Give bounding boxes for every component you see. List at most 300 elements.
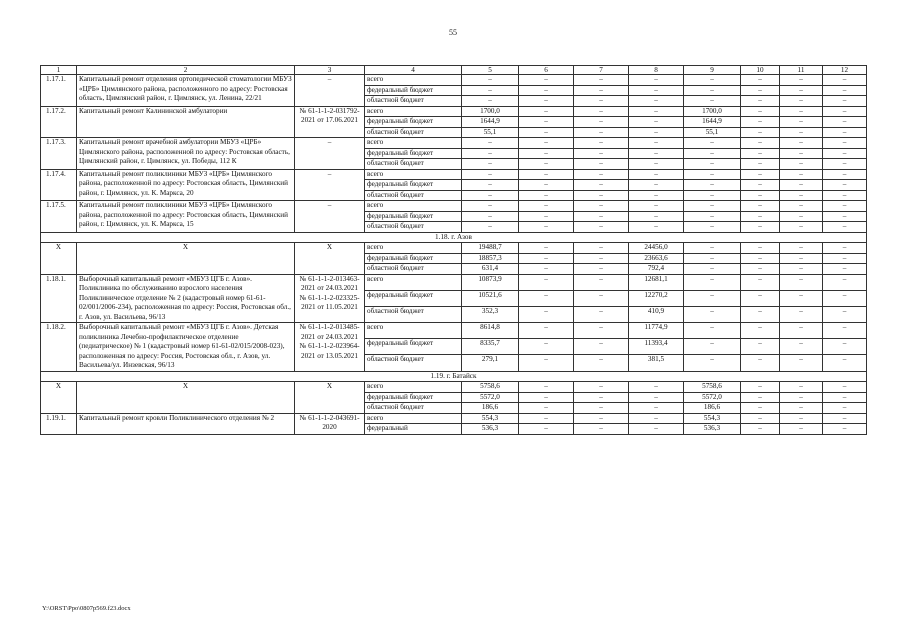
amount-cell: – [741, 211, 780, 222]
amount-cell: – [519, 392, 574, 403]
document-ref: – [295, 169, 365, 201]
budget-table [40, 65, 867, 435]
funding-source: федеральный бюджет [365, 117, 462, 128]
amount-cell: – [684, 253, 741, 264]
document-ref: № 61-1-1-2-031792-2021 от 17.06.2021 [295, 106, 365, 138]
amount-cell: – [823, 382, 867, 393]
amount-cell: – [780, 148, 823, 159]
amount-cell: – [780, 96, 823, 107]
amount-cell: – [823, 75, 867, 86]
amount-cell: – [574, 392, 629, 403]
amount-cell: – [780, 392, 823, 403]
item-number: 1.17.5. [41, 201, 77, 233]
amount-cell: – [462, 159, 519, 170]
amount-cell: 10521,6 [462, 290, 519, 306]
amount-cell: – [462, 148, 519, 159]
amount-cell: – [574, 274, 629, 290]
funding-source: областной бюджет [365, 96, 462, 107]
document-ref: № 61-1-1-2-013485-2021 от 24.03.2021 № 61-1-1-2-023964-2021 от 13.05.2021 [295, 323, 365, 372]
funding-source: всего [365, 201, 462, 212]
amount-cell: – [574, 169, 629, 180]
amount-cell: – [574, 382, 629, 393]
funding-source: федеральный бюджет [365, 253, 462, 264]
amount-cell: – [823, 290, 867, 306]
amount-cell: – [519, 148, 574, 159]
section-title: 1.19. г. Батайск [41, 371, 867, 382]
amount-cell: – [823, 413, 867, 424]
amount-cell: – [574, 243, 629, 254]
item-number: 1.17.4. [41, 169, 77, 201]
funding-source: областной бюджет [365, 159, 462, 170]
document-ref: № 61-1-1-2-043691-2020 [295, 413, 365, 434]
amount-cell: – [684, 96, 741, 107]
amount-cell: – [684, 339, 741, 355]
amount-cell: – [741, 243, 780, 254]
amount-cell: – [519, 382, 574, 393]
amount-cell: – [519, 106, 574, 117]
amount-cell: 554,3 [684, 413, 741, 424]
funding-source: федеральный [365, 424, 462, 435]
funding-source: всего [365, 138, 462, 149]
funding-source: всего [365, 75, 462, 86]
amount-cell: – [780, 323, 823, 339]
funding-source: федеральный бюджет [365, 211, 462, 222]
amount-cell: – [574, 323, 629, 339]
amount-cell: – [780, 85, 823, 96]
funding-source: всего [365, 274, 462, 290]
amount-cell: – [684, 180, 741, 191]
amount-cell: 186,6 [462, 403, 519, 414]
table-row [41, 382, 867, 393]
amount-cell: – [519, 138, 574, 149]
amount-cell: – [684, 138, 741, 149]
amount-cell: – [823, 424, 867, 435]
amount-cell: – [823, 127, 867, 138]
amount-cell: – [741, 96, 780, 107]
amount-cell: – [780, 138, 823, 149]
amount-cell: 12681,1 [629, 274, 684, 290]
amount-cell: 55,1 [462, 127, 519, 138]
column-number-row [41, 66, 867, 75]
amount-cell: – [519, 424, 574, 435]
amount-cell: – [684, 222, 741, 233]
amount-cell: – [741, 253, 780, 264]
amount-cell: – [519, 85, 574, 96]
amount-cell: 19488,7 [462, 243, 519, 254]
section-row [41, 232, 867, 243]
amount-cell: – [519, 169, 574, 180]
item-name: Капитальный ремонт поликлиники МБУЗ «ЦРБ» Цимлянского района, расположенной по адресу: Ростовская область, Цимлянский район, г. Цимлянск, ул. К. Маркса, 15 [77, 201, 295, 233]
amount-cell: – [780, 117, 823, 128]
column-number: 12 [823, 66, 867, 75]
amount-cell: 5758,6 [462, 382, 519, 393]
amount-cell: – [780, 274, 823, 290]
table-row [41, 323, 867, 339]
amount-cell: – [780, 211, 823, 222]
amount-cell: – [741, 117, 780, 128]
amount-cell: 5572,0 [462, 392, 519, 403]
column-number: 5 [462, 66, 519, 75]
amount-cell: – [780, 159, 823, 170]
column-number: 10 [741, 66, 780, 75]
item-name: Х [77, 243, 295, 275]
amount-cell: – [519, 222, 574, 233]
funding-source: федеральный бюджет [365, 290, 462, 306]
amount-cell: 1700,0 [462, 106, 519, 117]
amount-cell: – [780, 222, 823, 233]
amount-cell: 11393,4 [629, 339, 684, 355]
amount-cell: – [684, 243, 741, 254]
item-number: 1.17.1. [41, 75, 77, 107]
table-row [41, 274, 867, 290]
amount-cell: 279,1 [462, 355, 519, 371]
amount-cell: – [574, 106, 629, 117]
amount-cell: 410,9 [629, 306, 684, 322]
funding-source: областной бюджет [365, 264, 462, 275]
amount-cell: – [780, 306, 823, 322]
amount-cell: – [574, 290, 629, 306]
table-row [41, 75, 867, 86]
amount-cell: – [823, 138, 867, 149]
amount-cell: – [741, 274, 780, 290]
amount-cell: – [629, 148, 684, 159]
amount-cell: – [519, 403, 574, 414]
table-row [41, 106, 867, 117]
amount-cell: – [823, 190, 867, 201]
item-name: Капитальный ремонт врачебной амбулатории МБУЗ «ЦРБ» Цимлянского района, расположенной по адресу: Ростовская область, Цимлянский район, г. Цимлянск, ул. Победы, 112 К [77, 138, 295, 170]
document-ref: Х [295, 382, 365, 414]
amount-cell: – [741, 424, 780, 435]
item-number: 1.19.1. [41, 413, 77, 434]
amount-cell: – [741, 190, 780, 201]
amount-cell: – [574, 339, 629, 355]
amount-cell: – [629, 127, 684, 138]
amount-cell: – [684, 201, 741, 212]
amount-cell: – [780, 190, 823, 201]
item-name: Капитальный ремонт поликлиники МБУЗ «ЦРБ» Цимлянского района, расположенной по адресу: Ростовская область, Цимлянский район, г. Цимлянск, ул. К. Маркса, 20 [77, 169, 295, 201]
amount-cell: – [684, 75, 741, 86]
amount-cell: – [574, 138, 629, 149]
funding-source: федеральный бюджет [365, 148, 462, 159]
amount-cell: – [629, 75, 684, 86]
amount-cell: – [823, 253, 867, 264]
amount-cell: – [629, 211, 684, 222]
amount-cell: – [780, 253, 823, 264]
amount-cell: 24456,0 [629, 243, 684, 254]
item-number: 1.17.3. [41, 138, 77, 170]
amount-cell: – [574, 306, 629, 322]
amount-cell: – [519, 117, 574, 128]
column-number: 3 [295, 66, 365, 75]
amount-cell: – [823, 264, 867, 275]
amount-cell: – [462, 201, 519, 212]
item-number: Х [41, 382, 77, 414]
column-number: 11 [780, 66, 823, 75]
item-name: Капитальный ремонт кровли Поликлинического отделения № 2 [77, 413, 295, 434]
amount-cell: 381,5 [629, 355, 684, 371]
amount-cell: 631,4 [462, 264, 519, 275]
amount-cell: 1700,0 [684, 106, 741, 117]
amount-cell: – [519, 339, 574, 355]
amount-cell: – [629, 180, 684, 191]
amount-cell: – [574, 222, 629, 233]
amount-cell: – [741, 323, 780, 339]
amount-cell: 792,4 [629, 264, 684, 275]
amount-cell: – [741, 85, 780, 96]
amount-cell: – [823, 243, 867, 254]
amount-cell: 536,3 [462, 424, 519, 435]
amount-cell: – [780, 355, 823, 371]
amount-cell: – [823, 323, 867, 339]
amount-cell: – [823, 169, 867, 180]
amount-cell: – [629, 392, 684, 403]
funding-source: областной бюджет [365, 222, 462, 233]
amount-cell: 5572,0 [684, 392, 741, 403]
amount-cell: – [780, 403, 823, 414]
amount-cell: – [629, 159, 684, 170]
amount-cell: – [629, 169, 684, 180]
funding-source: федеральный бюджет [365, 339, 462, 355]
amount-cell: – [519, 306, 574, 322]
amount-cell: – [462, 138, 519, 149]
amount-cell: – [780, 290, 823, 306]
amount-cell: – [741, 382, 780, 393]
amount-cell: – [823, 117, 867, 128]
funding-source: всего [365, 106, 462, 117]
amount-cell: – [574, 424, 629, 435]
amount-cell: – [519, 127, 574, 138]
amount-cell: – [629, 382, 684, 393]
amount-cell: – [741, 222, 780, 233]
amount-cell: – [574, 201, 629, 212]
item-number: Х [41, 243, 77, 275]
amount-cell: – [629, 413, 684, 424]
amount-cell: – [462, 222, 519, 233]
amount-cell: 536,3 [684, 424, 741, 435]
amount-cell: – [823, 85, 867, 96]
table-row [41, 169, 867, 180]
amount-cell: – [741, 148, 780, 159]
amount-cell: – [741, 264, 780, 275]
amount-cell: – [574, 117, 629, 128]
amount-cell: – [684, 323, 741, 339]
item-name: Капитальный ремонт Калининской амбулатории [77, 106, 295, 138]
document-ref: – [295, 75, 365, 107]
amount-cell: 8614,8 [462, 323, 519, 339]
amount-cell: – [823, 211, 867, 222]
amount-cell: – [574, 190, 629, 201]
amount-cell: – [741, 413, 780, 424]
column-number: 1 [41, 66, 77, 75]
amount-cell: – [462, 180, 519, 191]
amount-cell: – [823, 222, 867, 233]
amount-cell: – [574, 75, 629, 86]
amount-cell: – [462, 85, 519, 96]
amount-cell: – [629, 96, 684, 107]
column-number: 8 [629, 66, 684, 75]
item-number: 1.18.2. [41, 323, 77, 372]
amount-cell: – [741, 306, 780, 322]
amount-cell: – [741, 127, 780, 138]
table-row [41, 138, 867, 149]
amount-cell: – [823, 159, 867, 170]
amount-cell: – [629, 222, 684, 233]
amount-cell: – [629, 201, 684, 212]
amount-cell: – [741, 75, 780, 86]
amount-cell: – [462, 169, 519, 180]
amount-cell: – [519, 159, 574, 170]
funding-source: федеральный бюджет [365, 392, 462, 403]
amount-cell: – [574, 211, 629, 222]
amount-cell: – [519, 190, 574, 201]
amount-cell: – [684, 306, 741, 322]
table-row [41, 243, 867, 254]
amount-cell: – [519, 243, 574, 254]
amount-cell: – [684, 190, 741, 201]
amount-cell: – [684, 211, 741, 222]
funding-source: всего [365, 413, 462, 424]
funding-source: областной бюджет [365, 127, 462, 138]
amount-cell: – [519, 75, 574, 86]
amount-cell: – [780, 339, 823, 355]
column-number: 7 [574, 66, 629, 75]
item-name: Х [77, 382, 295, 414]
column-number: 4 [365, 66, 462, 75]
amount-cell: – [823, 201, 867, 212]
amount-cell: – [462, 211, 519, 222]
amount-cell: – [574, 264, 629, 275]
amount-cell: – [780, 413, 823, 424]
amount-cell: – [780, 180, 823, 191]
amount-cell: – [741, 201, 780, 212]
amount-cell: 23663,6 [629, 253, 684, 264]
amount-cell: – [780, 75, 823, 86]
document-ref: № 61-1-1-2-013463-2021 от 24.03.2021 № 61-1-1-2-023325-2021 от 11.05.2021 [295, 274, 365, 323]
amount-cell: – [629, 106, 684, 117]
amount-cell: 8335,7 [462, 339, 519, 355]
section-title: 1.18. г. Азов [41, 232, 867, 243]
funding-source: областной бюджет [365, 306, 462, 322]
amount-cell: – [684, 148, 741, 159]
amount-cell: – [519, 211, 574, 222]
amount-cell: – [574, 85, 629, 96]
amount-cell: – [780, 264, 823, 275]
amount-cell: – [780, 201, 823, 212]
amount-cell: – [574, 96, 629, 107]
amount-cell: – [629, 424, 684, 435]
amount-cell: – [519, 413, 574, 424]
document-ref: Х [295, 243, 365, 275]
amount-cell: – [823, 148, 867, 159]
item-number: 1.18.1. [41, 274, 77, 323]
amount-cell: – [574, 413, 629, 424]
amount-cell: – [519, 290, 574, 306]
amount-cell: – [741, 138, 780, 149]
funding-source: федеральный бюджет [365, 180, 462, 191]
amount-cell: – [780, 243, 823, 254]
amount-cell: – [629, 85, 684, 96]
amount-cell: – [823, 180, 867, 191]
funding-source: всего [365, 323, 462, 339]
section-row [41, 371, 867, 382]
amount-cell: – [684, 264, 741, 275]
amount-cell: – [574, 159, 629, 170]
amount-cell: – [823, 106, 867, 117]
amount-cell: 352,3 [462, 306, 519, 322]
amount-cell: – [462, 75, 519, 86]
amount-cell: – [519, 180, 574, 191]
amount-cell: – [629, 190, 684, 201]
amount-cell: – [519, 274, 574, 290]
amount-cell: – [684, 355, 741, 371]
item-name: Капитальный ремонт отделения ортопедической стоматологии МБУЗ «ЦРБ» Цимлянского района, расположенного по адресу: Ростовская область, Цимлянский район, г. Цимлянск, ул. Ленина, 22/21 [77, 75, 295, 107]
amount-cell: – [574, 180, 629, 191]
amount-cell: – [684, 159, 741, 170]
amount-cell: – [629, 138, 684, 149]
amount-cell: – [519, 264, 574, 275]
amount-cell: – [741, 169, 780, 180]
item-name: Выборочный капитальный ремонт «МБУЗ ЦГБ г. Азов». Поликлиника по обслуживанию взрослого населения Поликлиническое отделение № 2 (кадастровый номер 61-61-02/001/2006-234), расположенная по адресу: Россия, Ростовская обл., г. Азов, ул. Васильева, 96/13 [77, 274, 295, 323]
amount-cell: 12270,2 [629, 290, 684, 306]
amount-cell: – [823, 306, 867, 322]
amount-cell: – [823, 96, 867, 107]
amount-cell: – [684, 274, 741, 290]
amount-cell: – [741, 180, 780, 191]
amount-cell: – [574, 253, 629, 264]
amount-cell: – [780, 127, 823, 138]
item-number: 1.17.2. [41, 106, 77, 138]
amount-cell: 186,6 [684, 403, 741, 414]
amount-cell: – [519, 355, 574, 371]
amount-cell: – [629, 403, 684, 414]
amount-cell: – [519, 323, 574, 339]
amount-cell: 1644,9 [462, 117, 519, 128]
funding-source: областной бюджет [365, 403, 462, 414]
amount-cell: – [780, 106, 823, 117]
amount-cell: – [684, 85, 741, 96]
amount-cell: – [741, 159, 780, 170]
amount-cell: 10873,9 [462, 274, 519, 290]
page-number: 55 [449, 28, 457, 37]
amount-cell: – [574, 148, 629, 159]
document-ref: – [295, 201, 365, 233]
amount-cell: 11774,9 [629, 323, 684, 339]
amount-cell: – [741, 355, 780, 371]
item-name: Выборочный капитальный ремонт «МБУЗ ЦГБ г. Азов». Детская поликлиника Лечебно-профилактическое отделение (педиатрическое) № 1 (кадастровый номер 61-61-02/015/2008-023), расположенная по адресу: Россия, Ростовская обл., г. Азов, ул. Васильева/ул. Инзевская, 96/13 [77, 323, 295, 372]
column-number: 9 [684, 66, 741, 75]
amount-cell: – [629, 117, 684, 128]
amount-cell: – [574, 355, 629, 371]
table-row [41, 201, 867, 212]
amount-cell: – [519, 96, 574, 107]
funding-source: областной бюджет [365, 355, 462, 371]
amount-cell: – [823, 403, 867, 414]
amount-cell: – [823, 355, 867, 371]
amount-cell: – [741, 339, 780, 355]
amount-cell: – [519, 201, 574, 212]
amount-cell: – [780, 424, 823, 435]
amount-cell: – [823, 339, 867, 355]
amount-cell: 5758,6 [684, 382, 741, 393]
amount-cell: – [780, 169, 823, 180]
amount-cell: 55,1 [684, 127, 741, 138]
funding-source: всего [365, 243, 462, 254]
file-path-footer: Y:\ORST\Ppo\0807p569.f23.docx [42, 605, 131, 612]
funding-source: всего [365, 382, 462, 393]
amount-cell: – [684, 290, 741, 306]
amount-cell: – [741, 392, 780, 403]
funding-source: всего [365, 169, 462, 180]
